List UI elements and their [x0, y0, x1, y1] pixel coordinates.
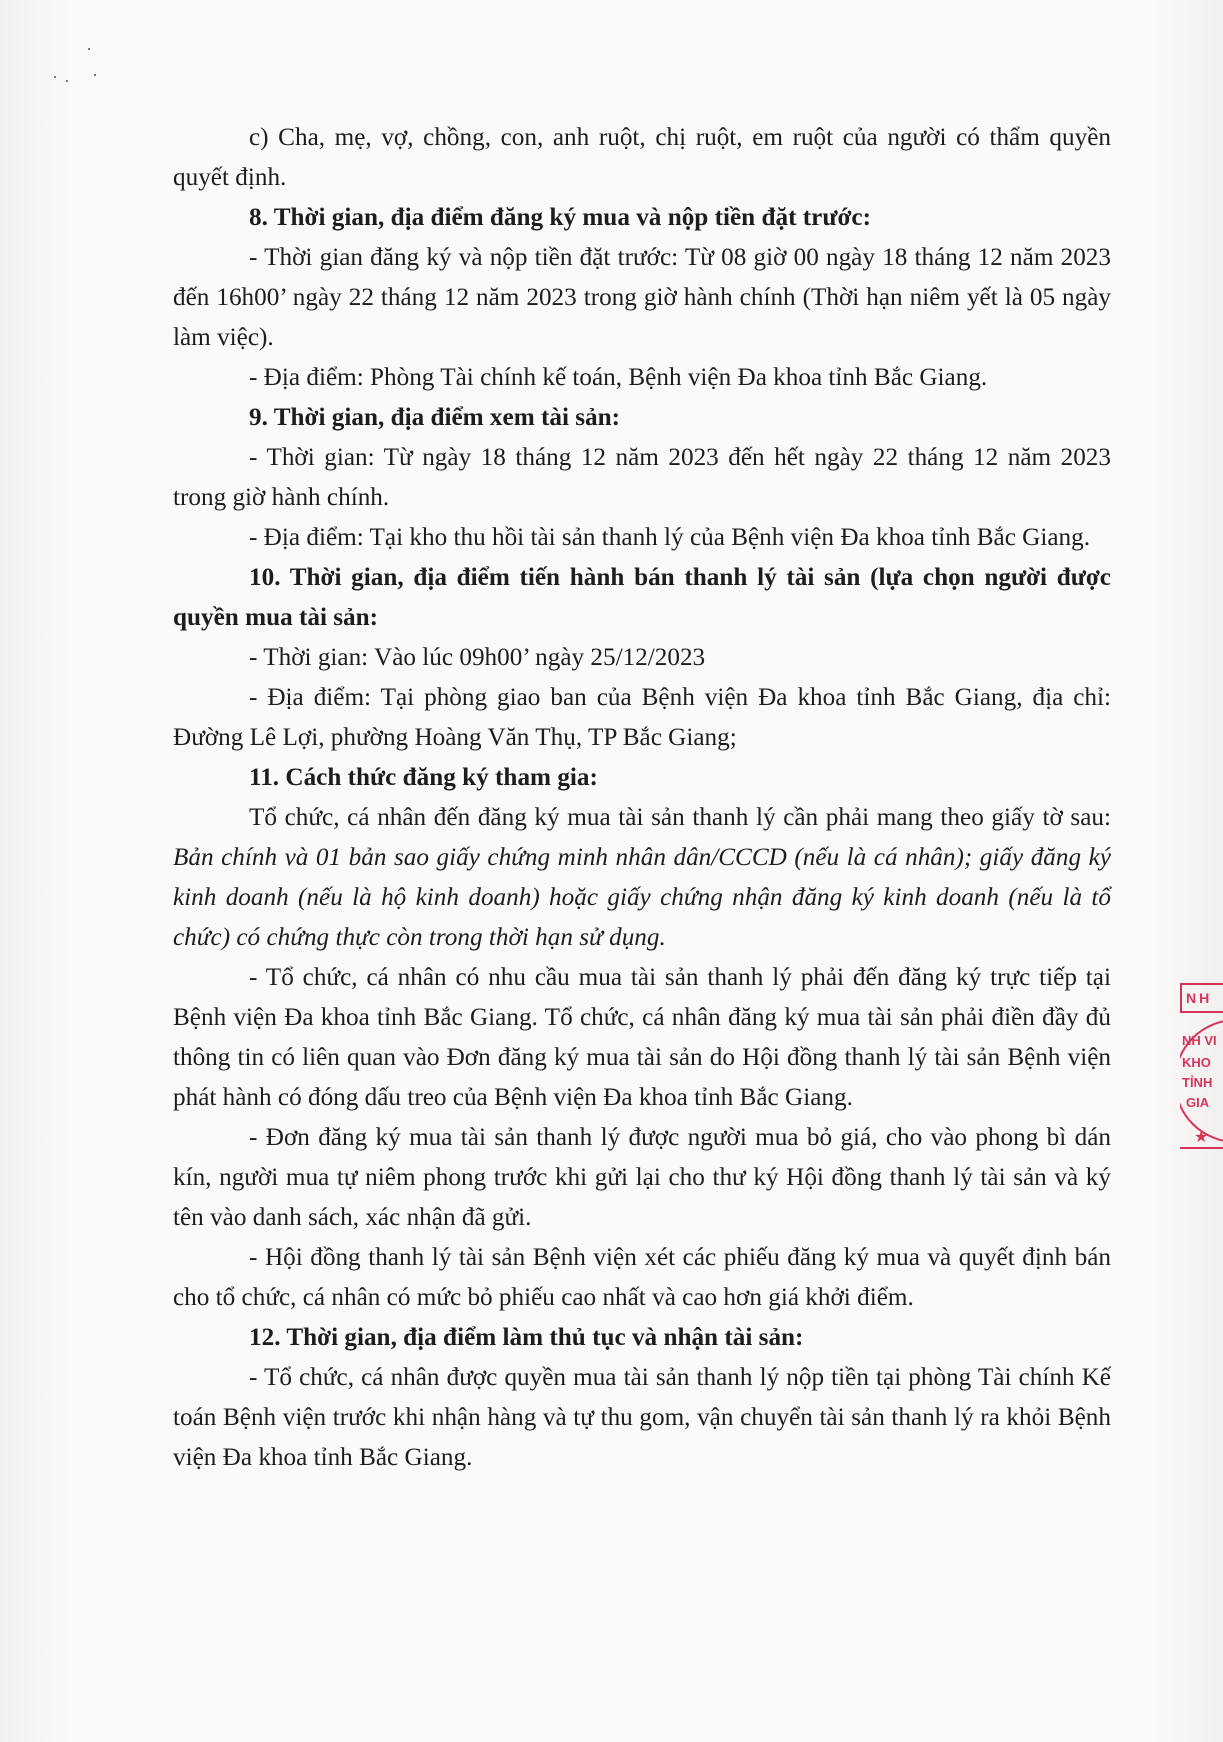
paragraph-viewing-place: - Địa điểm: Tại kho thu hồi tài sản thanh lý của Bệnh viện Đa khoa tỉnh Bắc Giang. — [249, 524, 1091, 551]
seal-underline — [1180, 1147, 1223, 1149]
heading-section-10: 10. Thời gian, địa điểm tiến hành bán thanh lý tài sản (lựa chọn người được quyền mua tài sản: — [173, 564, 1111, 631]
heading-section-12: 12. Thời gian, địa điểm làm thủ tục và nhận tài sản: — [249, 1324, 804, 1351]
document-body — [173, 118, 1111, 1478]
paragraph-registration-time: - Thời gian đăng ký và nộp tiền đặt trước: Từ 08 giờ 00 ngày 18 tháng 12 năm 2023 đến 16h00’ ngày 22 tháng 12 năm 2023 trong giờ hành chính (Thời hạn niêm yết là 05 ngày làm việc). — [173, 244, 1111, 351]
scan-specks — [50, 40, 130, 100]
seal-box-text: NH — [1180, 983, 1223, 1013]
paragraph-c-relatives: c) Cha, mẹ, vợ, chồng, con, anh ruột, chị ruột, em ruột của người có thẩm quyền quyết định. — [173, 124, 1111, 191]
seal-line-2: KHO — [1182, 1055, 1211, 1070]
seal-line-1: NH VI — [1182, 1033, 1217, 1048]
red-seal-stamp — [1180, 975, 1223, 1175]
heading-section-9: 9. Thời gian, địa điểm xem tài sản: — [249, 404, 621, 431]
seal-star-icon: ★ — [1194, 1129, 1209, 1146]
heading-section-8: 8. Thời gian, địa điểm đăng ký mua và nộp tiền đặt trước: — [249, 204, 871, 231]
paragraph-required-documents — [173, 798, 1111, 958]
seal-line-4: GIA — [1186, 1095, 1210, 1110]
seal-line-3: TỈNH — [1182, 1075, 1213, 1090]
paragraph-award-decision: - Hội đồng thanh lý tài sản Bệnh viện xét các phiếu đăng ký mua và quyết định bán cho tổ chức, cá nhân có mức bỏ phiếu cao nhất và cao hơn giá khởi điểm. — [173, 1244, 1111, 1311]
paragraph-sale-time: - Thời gian: Vào lúc 09h00’ ngày 25/12/2023 — [249, 644, 706, 671]
paragraph-sale-place: - Địa điểm: Tại phòng giao ban của Bệnh viện Đa khoa tỉnh Bắc Giang, địa chỉ: Đường Lê Lợi, phường Hoàng Văn Thụ, TP Bắc Giang; — [173, 684, 1111, 751]
required-documents-list: Bản chính và 01 bản sao giấy chứng minh nhân dân/CCCD (nếu là cá nhân); giấy đăng ký kinh doanh (nếu là hộ kinh doanh) hoặc giấy chứng nhận đăng ký kinh doanh (nếu là tổ chức) có chứng thực còn trong thời hạn sử dụng. — [173, 844, 1111, 951]
required-documents-lead: Tổ chức, cá nhân đến đăng ký mua tài sản thanh lý cần phải mang theo giấy tờ sau: — [249, 804, 1111, 831]
paragraph-direct-registration: - Tổ chức, cá nhân có nhu cầu mua tài sản thanh lý phải đến đăng ký trực tiếp tại Bệnh viện Đa khoa tỉnh Bắc Giang. Tổ chức, cá nhân đăng ký mua tài sản phải điền đầy đủ thông tin có liên quan vào Đơn đăng ký mua tài sản do Hội đồng thanh lý tài sản Bệnh viện phát hành có đóng dấu treo của Bệnh viện Đa khoa tỉnh Bắc Giang. — [173, 964, 1111, 1111]
paragraph-payment-collection: - Tổ chức, cá nhân được quyền mua tài sản thanh lý nộp tiền tại phòng Tài chính Kế toán Bệnh viện trước khi nhận hàng và tự thu gom, vận chuyển tài sản thanh lý ra khỏi Bệnh viện Đa khoa tỉnh Bắc Giang. — [173, 1364, 1111, 1471]
heading-section-11: 11. Cách thức đăng ký tham gia: — [249, 764, 598, 791]
paragraph-sealed-bid: - Đơn đăng ký mua tài sản thanh lý được người mua bỏ giá, cho vào phong bì dán kín, người mua tự niêm phong trước khi gửi lại cho thư ký Hội đồng thanh lý tài sản và ký tên vào danh sách, xác nhận đã gửi. — [173, 1124, 1111, 1231]
paragraph-registration-place: - Địa điểm: Phòng Tài chính kế toán, Bệnh viện Đa khoa tỉnh Bắc Giang. — [249, 364, 988, 391]
paragraph-viewing-time: - Thời gian: Từ ngày 18 tháng 12 năm 2023 đến hết ngày 22 tháng 12 năm 2023 trong giờ hành chính. — [173, 444, 1111, 511]
